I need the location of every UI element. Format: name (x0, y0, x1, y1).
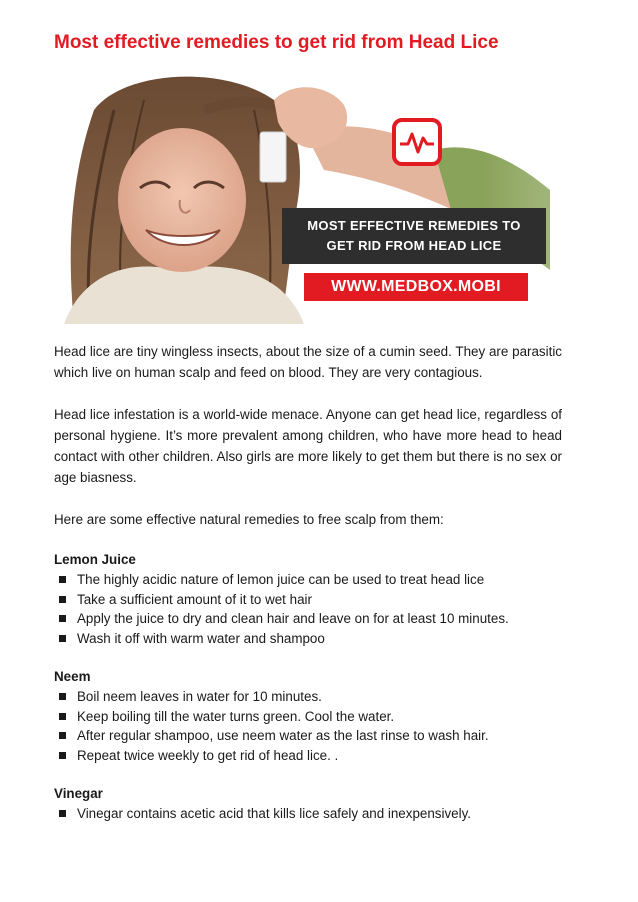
list-item-text: Take a sufficient amount of it to wet hair (77, 591, 312, 607)
infestation-paragraph: Head lice infestation is a world-wide menace. Anyone can get head lice, regardless of personal hygiene. It’s more prevalent among children, who have more head to head contact with other children. Also girls are more likely to get them but there is no sex or age biasness. (54, 407, 562, 485)
banner-line-2: GET RID FROM HEAD LICE (326, 238, 502, 253)
list-item (54, 590, 562, 610)
section-heading-lemon-juice: Lemon Juice (54, 552, 136, 567)
list-item-text: Repeat twice weekly to get rid of head lice. . (77, 747, 339, 763)
page-title: Most effective remedies to get rid from Head Lice (54, 32, 499, 53)
bullet-square-icon (59, 810, 66, 817)
website-banner: WWW.MEDBOX.MOBI (304, 273, 528, 301)
bullet-square-icon (59, 615, 66, 622)
list-item (54, 609, 562, 629)
list-item-text: Vinegar contains acetic acid that kills lice safely and inexpensively. (77, 806, 471, 821)
lemon-juice-list (54, 570, 562, 648)
list-item-text: Apply the juice to dry and clean hair and leave on for at least 10 minutes. (77, 611, 509, 626)
list-item-text: Boil neem leaves in water for 10 minutes. (77, 689, 322, 704)
bullet-square-icon (59, 713, 66, 720)
list-item-text: Wash it off with warm water and shampoo (77, 630, 325, 646)
list-item (54, 570, 562, 590)
list-item-text: Keep boiling till the water turns green. Cool the water. (77, 708, 395, 724)
list-item (54, 726, 562, 746)
list-item-text: The highly acidic nature of lemon juice can be used to treat head lice (77, 572, 485, 587)
vinegar-list (54, 804, 562, 824)
list-item (54, 629, 562, 649)
intro-paragraph: Head lice are tiny wingless insects, about the size of a cumin seed. They are parasitic which live on human scalp and feed on blood. They are very contagious. (54, 344, 562, 380)
hero-banner (282, 208, 546, 264)
list-item (54, 746, 562, 766)
remedies-intro: Here are some effective natural remedies to free scalp from them: (54, 512, 444, 527)
medbox-logo (392, 118, 442, 166)
bullet-square-icon (59, 752, 66, 759)
list-item (54, 687, 562, 707)
list-item-text: After regular shampoo, use neem water as the last rinse to wash hair. (77, 728, 489, 743)
bullet-square-icon (59, 576, 66, 583)
section-heading-neem: Neem (54, 669, 91, 684)
list-item (54, 707, 562, 727)
section-heading-vinegar: Vinegar (54, 786, 103, 801)
bullet-square-icon (59, 693, 66, 700)
bullet-square-icon (59, 596, 66, 603)
hero-image (54, 70, 550, 324)
banner-line-1: MOST EFFECTIVE REMEDIES TO (307, 218, 521, 233)
document-page (54, 30, 562, 824)
neem-list (54, 687, 562, 765)
bullet-square-icon (59, 732, 66, 739)
list-item (54, 804, 562, 824)
bullet-square-icon (59, 635, 66, 642)
